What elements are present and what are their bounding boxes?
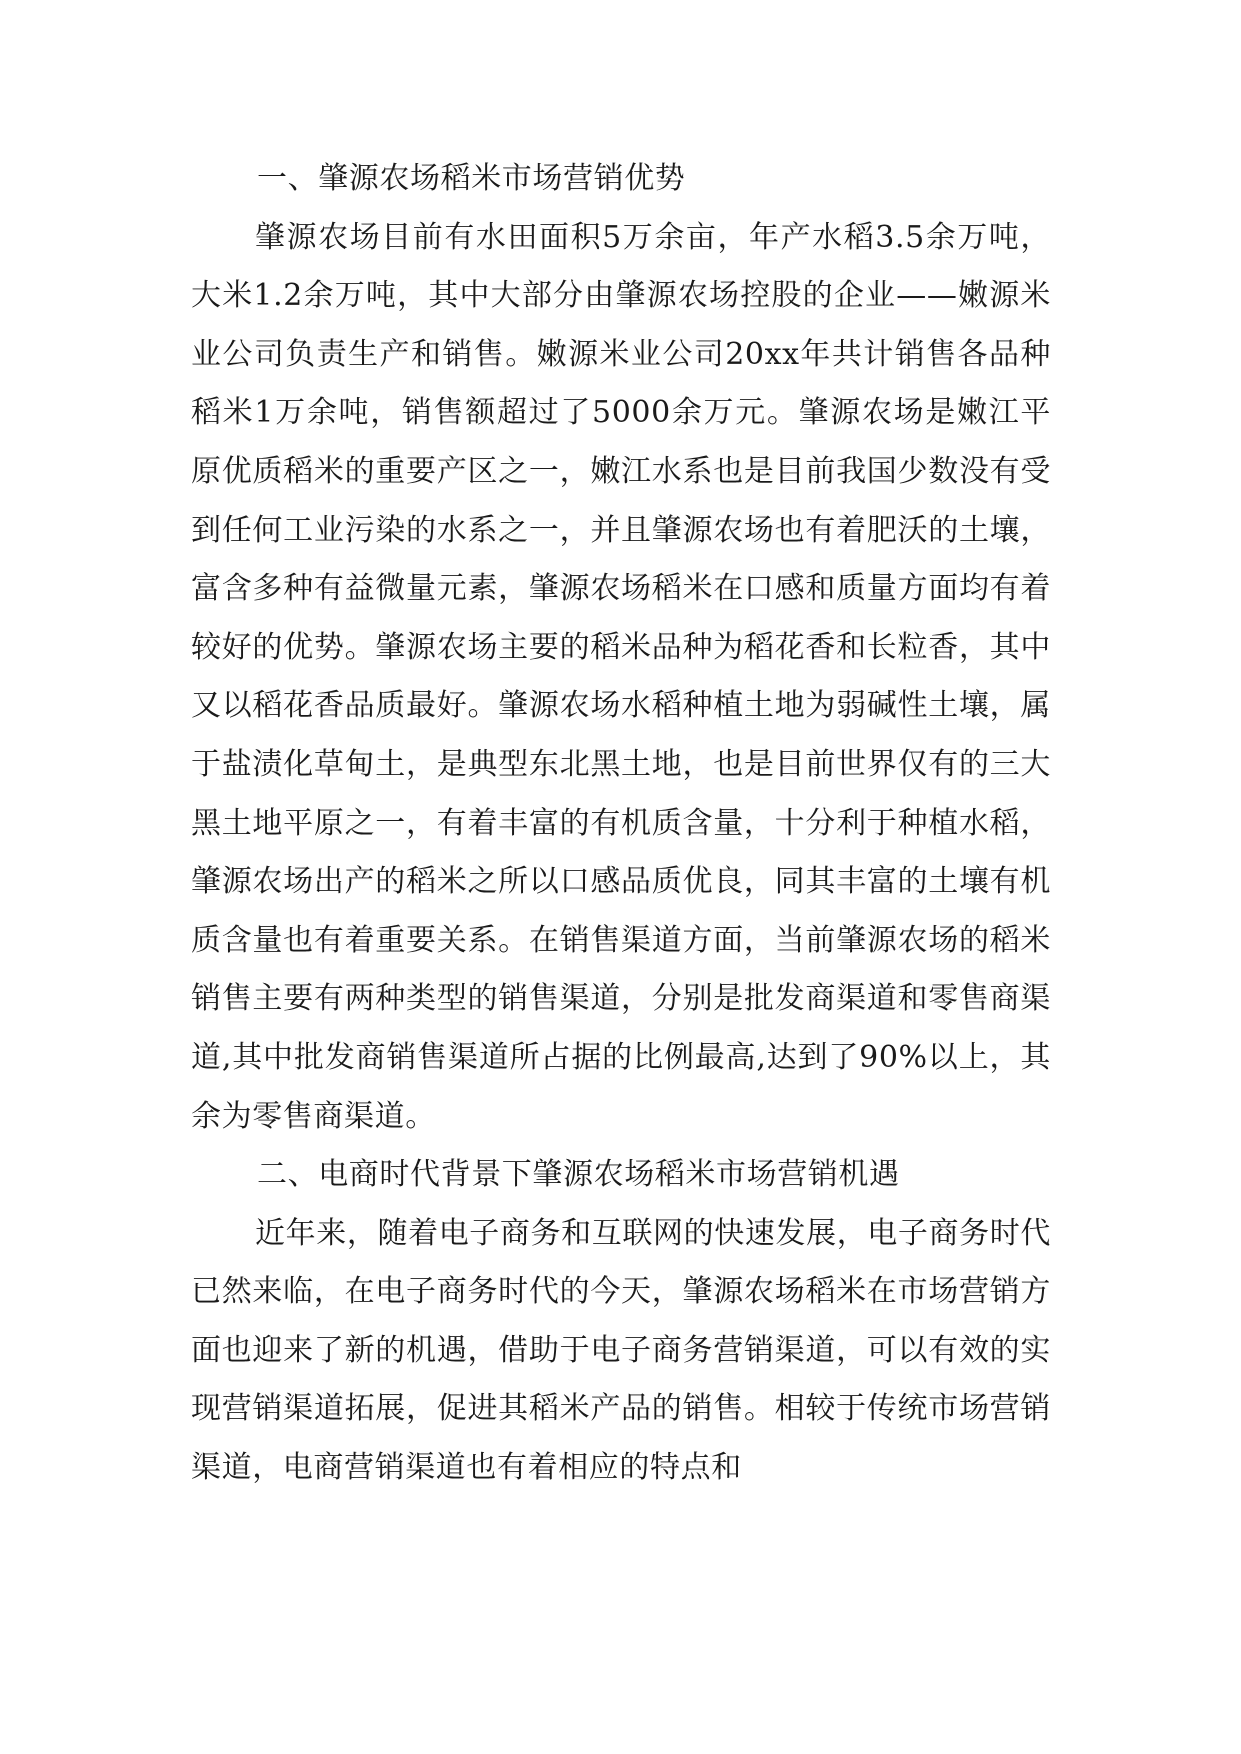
body-paragraph-1: 肇源农场目前有水田面积5万余亩，年产水稻3.5余万吨，大米1.2余万吨，其中大部分由肇源农场控股的企业——嫩源米业公司负责生产和销售。嫩源米业公司20xx年共计销售各品种稻米1万余吨，销售额超过了5000余万元。肇源农场是嫩江平原优质稻米的重要产区之一，嫩江水系也是目前我国少数没有受到任何工业污染的水系之一，并且肇源农场也有着肥沃的土壤，富含多种有益微量元素，肇源农场稻米在口感和质量方面均有着较好的优势。肇源农场主要的稻米品种为稻花香和长粒香，其中又以稻花香品质最好。肇源农场水稻种植土地为弱碱性土壤，属于盐渍化草甸土，是典型东北黑土地，也是目前世界仅有的三大黑土地平原之一，有着丰富的有机质含量，十分利于种植水稻，肇源农场出产的稻米之所以口感品质优良，同其丰富的土壤有机质含量也有着重要关系。在销售渠道方面，当前肇源农场的稻米销售主要有两种类型的销售渠道，分别是批发商渠道和零售商渠道,其中批发商销售渠道所占据的比例最高,达到了90%以上，其余为零售商渠道。: [191, 219, 1051, 1134]
section-heading-1: 一、肇源农场稻米市场营销优势: [257, 161, 686, 196]
document-body: [191, 150, 1051, 1498]
body-paragraph-2: 近年来，随着电子商务和互联网的快速发展，电子商务时代已然来临，在电子商务时代的今天，肇源农场稻米在市场营销方面也迎来了新的机遇，借助于电子商务营销渠道，可以有效的实现营销渠道拓展，促进其稻米产品的销售。相较于传统市场营销渠道，电商营销渠道也有着相应的特点和: [191, 1215, 1051, 1486]
section-heading-2: 二、电商时代背景下肇源农场稻米市场营销机遇: [257, 1157, 900, 1193]
